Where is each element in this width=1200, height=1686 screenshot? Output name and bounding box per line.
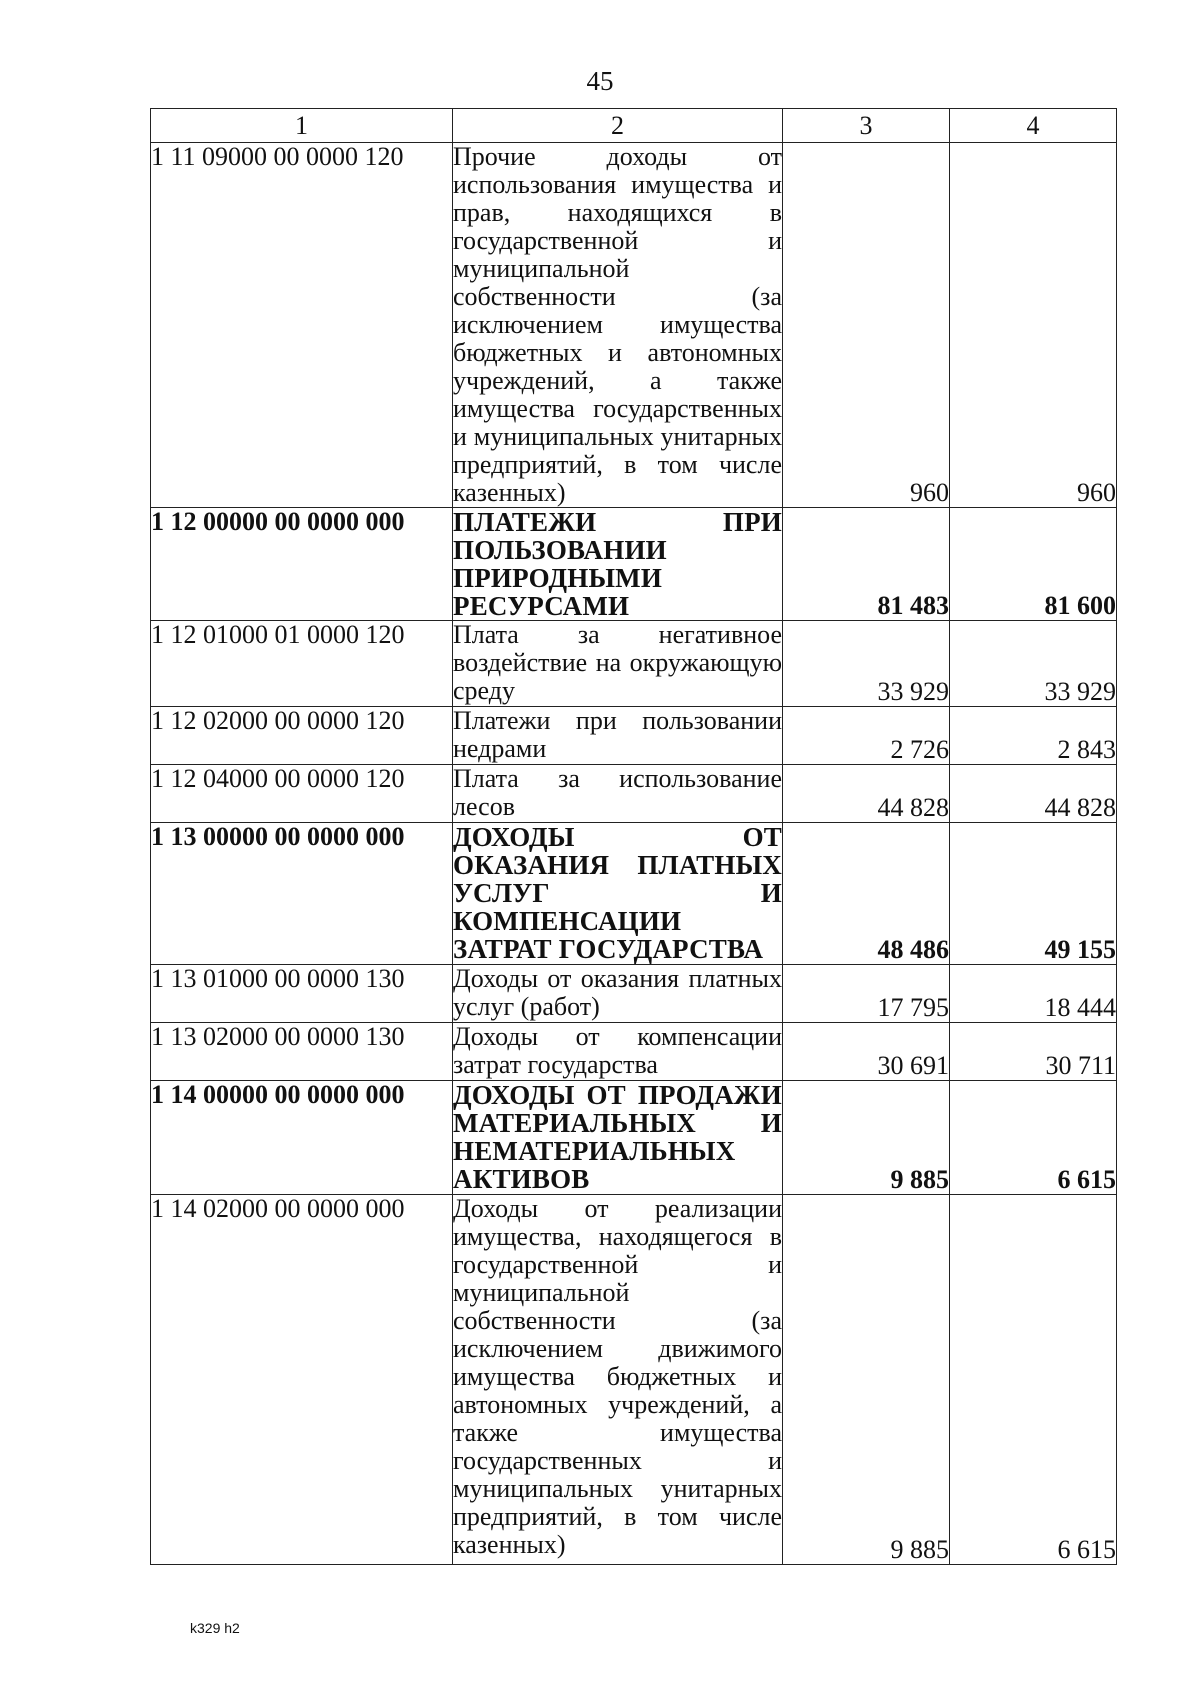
amount-column-3: 81 483 [783, 508, 950, 621]
amount-column-3: 30 691 [783, 1023, 950, 1081]
revenue-code: 1 13 00000 00 0000 000 [151, 823, 453, 965]
revenue-description: Прочие доходы от использования имущества и прав, находящихся в государственной и муниципальной собственности (за исключением имущества бюджетных и автономных учреждений, а также имущества государственных и муниципальных унитарных предприятий, в том числе казенных) [453, 142, 782, 507]
revenue-code: 1 13 02000 00 0000 130 [151, 1023, 453, 1081]
amount-column-4: 30 711 [950, 1023, 1117, 1081]
table-row [151, 707, 1117, 765]
table-row [151, 965, 1117, 1023]
amount-column-3: 17 795 [783, 965, 950, 1023]
revenue-code: 1 13 01000 00 0000 130 [151, 965, 453, 1023]
table-row [151, 143, 1117, 508]
amount-column-3: 9 885 [783, 1081, 950, 1195]
revenue-code: 1 14 00000 00 0000 000 [151, 1081, 453, 1195]
amount-column-4: 49 155 [950, 823, 1117, 965]
column-header-1: 1 [151, 109, 453, 143]
page-number: 45 [586, 66, 614, 96]
revenue-description: Доходы от оказания платных услуг (работ) [453, 964, 782, 1021]
revenue-code: 1 12 00000 00 0000 000 [151, 508, 453, 621]
revenue-table [150, 108, 1117, 1565]
revenue-code: 1 12 02000 00 0000 120 [151, 707, 453, 765]
revenue-code: 1 11 09000 00 0000 120 [151, 143, 453, 508]
amount-column-3: 9 885 [783, 1195, 950, 1565]
table-row [151, 1023, 1117, 1081]
revenue-description: Плата за использование лесов [453, 764, 782, 821]
column-header-4: 4 [950, 109, 1117, 143]
document-footer-code: k329 h2 [190, 1620, 240, 1636]
column-header-2: 2 [453, 109, 783, 143]
revenue-description: Платежи при пользовании недрами [453, 706, 782, 763]
amount-column-3: 2 726 [783, 707, 950, 765]
amount-column-4: 960 [950, 143, 1117, 508]
amount-column-4: 18 444 [950, 965, 1117, 1023]
revenue-code: 1 12 04000 00 0000 120 [151, 765, 453, 823]
amount-column-4: 81 600 [950, 508, 1117, 621]
amount-column-4: 2 843 [950, 707, 1117, 765]
table-header-row [151, 109, 1117, 143]
amount-column-4: 6 615 [950, 1081, 1117, 1195]
amount-column-3: 33 929 [783, 621, 950, 707]
column-header-3: 3 [783, 109, 950, 143]
amount-column-3: 960 [783, 143, 950, 508]
amount-column-4: 44 828 [950, 765, 1117, 823]
table-row-section [151, 823, 1117, 965]
amount-column-3: 44 828 [783, 765, 950, 823]
amount-column-4: 33 929 [950, 621, 1117, 707]
revenue-code: 1 14 02000 00 0000 000 [151, 1195, 453, 1565]
table-row [151, 1195, 1117, 1565]
revenue-description: Плата за негативное воздействие на окружающую среду [453, 620, 782, 705]
revenue-description: ДОХОДЫ ОТ ОКАЗАНИЯ ПЛАТНЫХ УСЛУГ И КОМПЕНСАЦИИ ЗАТРАТ ГОСУДАРСТВА [453, 822, 782, 964]
table-row [151, 621, 1117, 707]
table-row [151, 765, 1117, 823]
revenue-description: ПЛАТЕЖИ ПРИ ПОЛЬЗОВАНИИ ПРИРОДНЫМИ РЕСУРСАМИ [453, 507, 782, 621]
table-row-section [151, 508, 1117, 621]
revenue-code: 1 12 01000 01 0000 120 [151, 621, 453, 707]
table-row-section [151, 1081, 1117, 1195]
amount-column-4: 6 615 [950, 1195, 1117, 1565]
revenue-description: ДОХОДЫ ОТ ПРОДАЖИ МАТЕРИАЛЬНЫХ И НЕМАТЕРИАЛЬНЫХ АКТИВОВ [453, 1080, 782, 1194]
amount-column-3: 48 486 [783, 823, 950, 965]
revenue-description: Доходы от компенсации затрат государства [453, 1022, 782, 1079]
revenue-description: Доходы от реализации имущества, находящегося в государственной и муниципальной собственности (за исключением движимого имущества бюджетных и автономных учреждений, а также имущества государственных и муниципальных унитарных предприятий, в том числе казенных) [453, 1195, 783, 1565]
